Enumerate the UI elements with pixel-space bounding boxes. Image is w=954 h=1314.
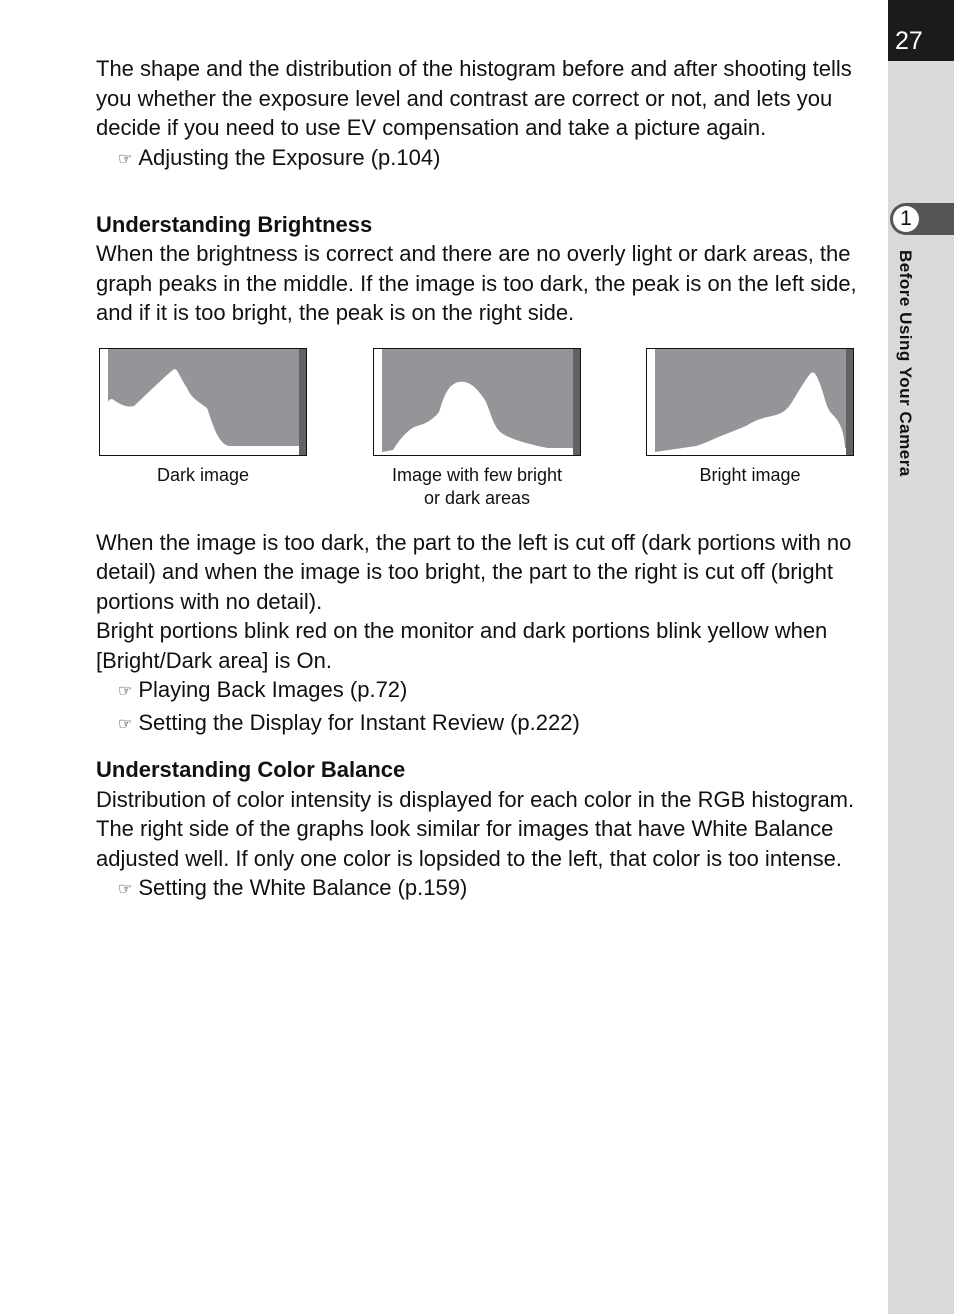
histogram-examples xyxy=(96,348,866,528)
reference-label: Playing Back Images (p.72) xyxy=(138,677,408,702)
reference-instant-review[interactable] xyxy=(96,708,866,741)
histogram-normal-caption-line2: or dark areas xyxy=(423,487,531,508)
histogram-normal-caption-line1: Image with few bright xyxy=(391,464,563,485)
histogram-bright-graph xyxy=(646,348,854,456)
pointing-hand-icon: ☞ xyxy=(118,683,133,700)
histogram-bright-caption: Bright image xyxy=(699,464,801,485)
chapter-sidebar xyxy=(888,0,954,1314)
reference-label: Setting the Display for Instant Review (p.222) xyxy=(138,710,580,735)
reference-playback[interactable] xyxy=(96,675,866,708)
brightness-heading: Understanding Brightness xyxy=(96,211,373,237)
histogram-normal xyxy=(373,348,581,510)
chapter-tab[interactable] xyxy=(890,203,954,235)
color-balance-paragraph: Distribution of color intensity is displayed for each color in the RGB histogram. The right side of the graphs look similar for images that have White Balance adjusted well. If only one color is lopsided to the left, that color is too intense. xyxy=(96,786,855,871)
histogram-normal-caption xyxy=(373,464,581,510)
reference-label: Adjusting the Exposure (p.104) xyxy=(138,144,441,170)
page-number: 27 xyxy=(895,27,923,55)
cutoff-paragraph: When the image is too dark, the part to the left is cut off (dark portions with no detail) and when the image is too bright, the part to the right is cut off (bright portions with no detail). xyxy=(96,529,852,614)
histogram-normal-graph xyxy=(373,348,581,456)
pointing-hand-icon: ☞ xyxy=(118,150,133,168)
intro-paragraph: The shape and the distribution of the histogram before and after shooting tells you whether the exposure level and contrast are correct or not, and lets you decide if you need to use EV compensation and take a picture again. xyxy=(96,56,852,140)
chapter-title: Before Using Your Camera xyxy=(896,250,915,477)
histogram-dark xyxy=(99,348,307,487)
blink-paragraph: Bright portions blink red on the monitor and dark portions blink yellow when [Bright/Dark area] is On. xyxy=(96,618,828,673)
pointing-hand-icon: ☞ xyxy=(118,716,133,733)
reference-exposure[interactable] xyxy=(96,143,866,176)
page-content xyxy=(96,54,866,906)
histogram-bright xyxy=(646,348,854,487)
histogram-dark-graph xyxy=(99,348,307,456)
pointing-hand-icon: ☞ xyxy=(118,881,133,898)
color-balance-heading: Understanding Color Balance xyxy=(96,757,406,782)
brightness-paragraph: When the brightness is correct and there are no overly light or dark areas, the graph peaks in the middle. If the image is too dark, the peak is on the left side, and if it is too bright, the peak is on the right side. xyxy=(96,241,857,325)
histogram-dark-edge xyxy=(299,349,306,455)
histogram-dark-caption: Dark image xyxy=(156,464,250,485)
reference-white-balance[interactable] xyxy=(96,873,866,906)
page-number-tab xyxy=(888,0,954,61)
chapter-number: 1 xyxy=(893,206,919,232)
histogram-bright-edge xyxy=(846,349,853,455)
reference-label: Setting the White Balance (p.159) xyxy=(138,875,468,900)
histogram-normal-edge xyxy=(573,349,580,455)
